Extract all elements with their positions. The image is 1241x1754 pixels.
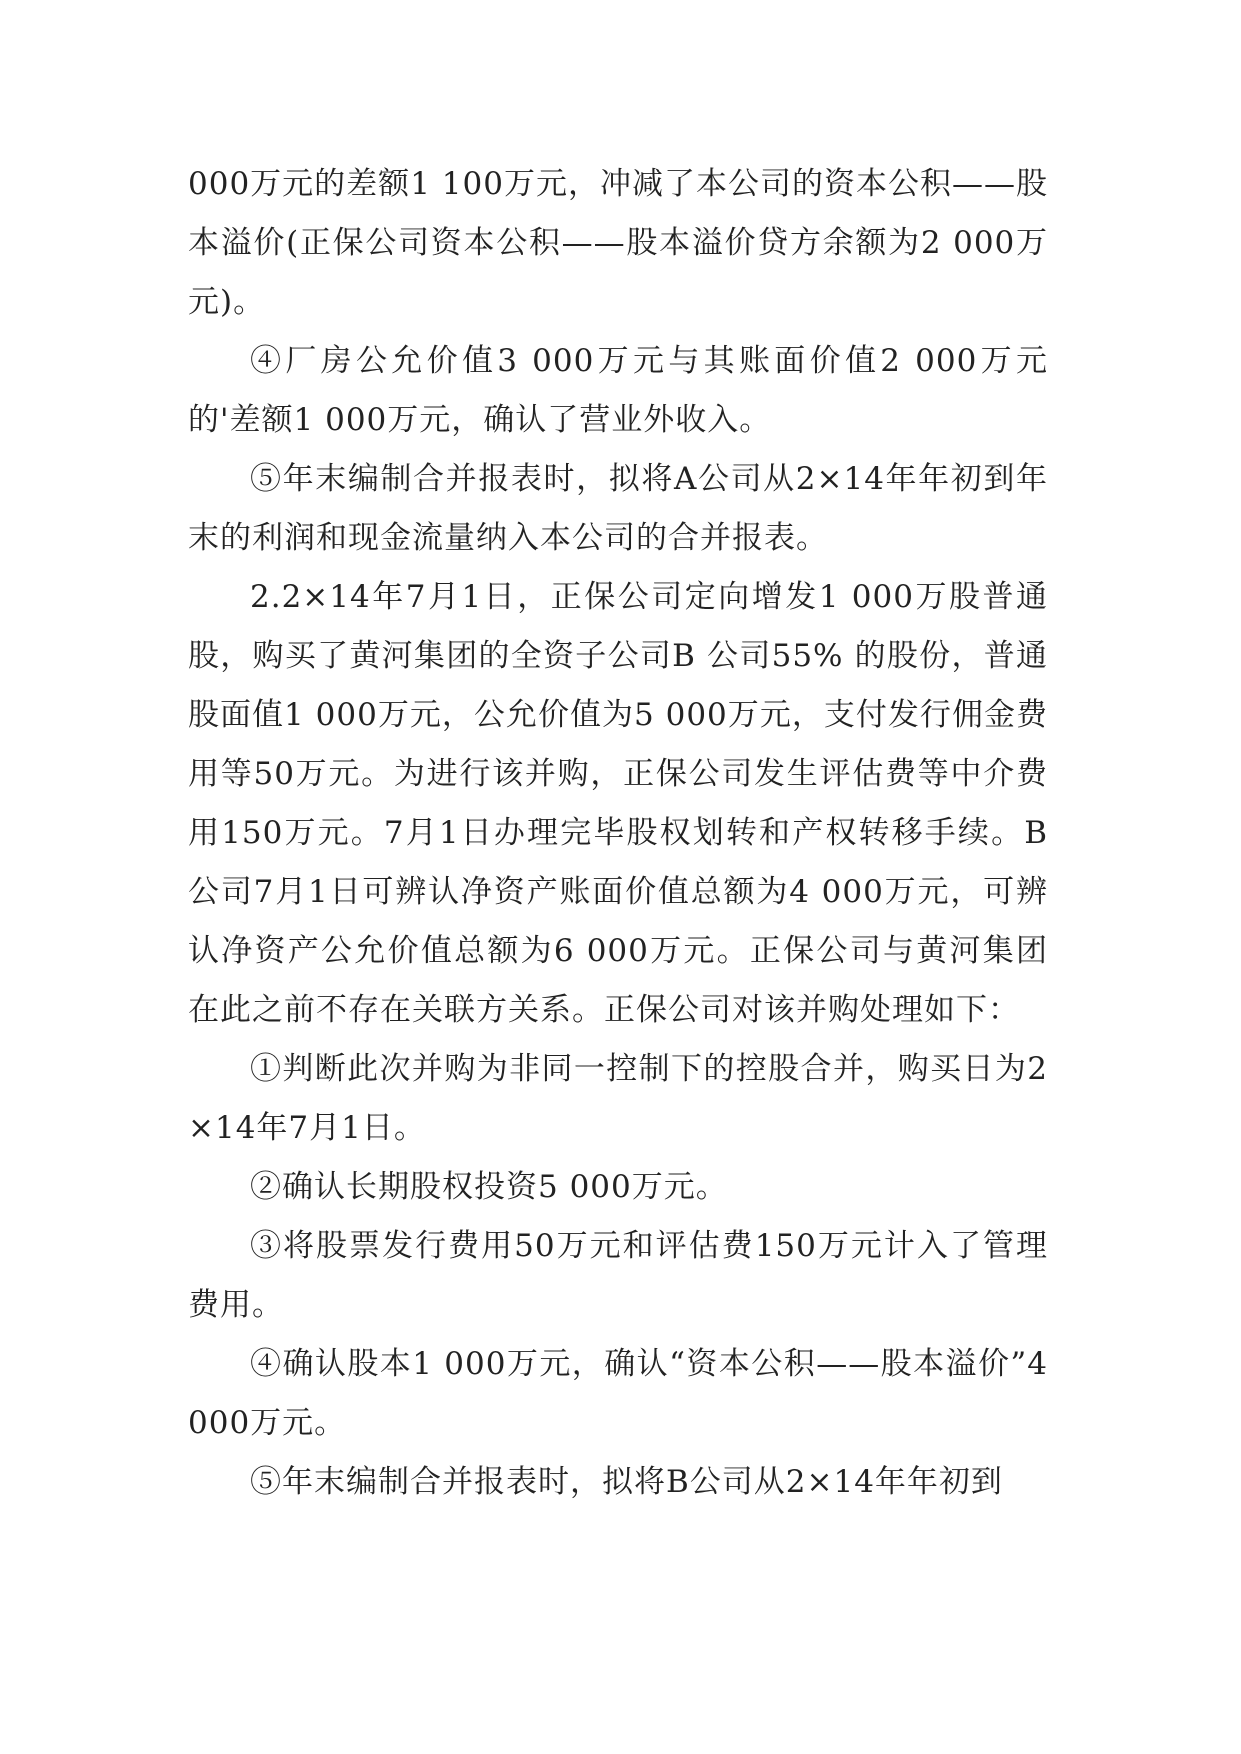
paragraph-item-5-consolidation-b: ⑤年末编制合并报表时，拟将B公司从2×14年年初到 <box>250 1464 1003 1500</box>
paragraph-case-2: 2.2×14年7月1日，正保公司定向增发1 000万股普通股，购买了黄河集团的全资子公司B 公司55% 的股份，普通股面值1 000万元，公允价值为5 000万元，支付发行佣金费用等50万元。为进行该并购，正保公司发生评估费等中介费用150万元。7月1日办理完毕股权划转和产权转移手续。B 公司7月1日可辨认净资产账面价值总额为4 000万元，可辨认净资产公允价值总额为6 000万元。正保公司与黄河集团在此之前不存在关联方关系。正保公司对该并购处理如下： <box>188 579 1048 1028</box>
document-body <box>188 155 1048 1512</box>
paragraph-item-1-judgment: ①判断此次并购为非同一控制下的控股合并，购买日为2×14年7月1日。 <box>188 1051 1048 1146</box>
paragraph-item-5-consolidation-a: ⑤年末编制合并报表时，拟将A公司从2×14年年初到年末的利润和现金流量纳入本公司的合并报表。 <box>188 461 1048 556</box>
paragraph-item-2-investment: ②确认长期股权投资5 000万元。 <box>250 1169 728 1205</box>
paragraph-item-3-fees: ③将股票发行费用50万元和评估费150万元计入了管理费用。 <box>188 1228 1048 1323</box>
paragraph-continuation: 000万元的差额1 100万元，冲减了本公司的资本公积——股本溢价(正保公司资本公积——股本溢价贷方余额为2 000万元)。 <box>188 166 1048 320</box>
paragraph-item-4-equity: ④确认股本1 000万元，确认“资本公积——股本溢价”4 000万元。 <box>188 1346 1048 1441</box>
paragraph-item-4-factory: ④厂房公允价值3 000万元与其账面价值2 000万元的'差额1 000万元，确认了营业外收入。 <box>188 343 1048 438</box>
